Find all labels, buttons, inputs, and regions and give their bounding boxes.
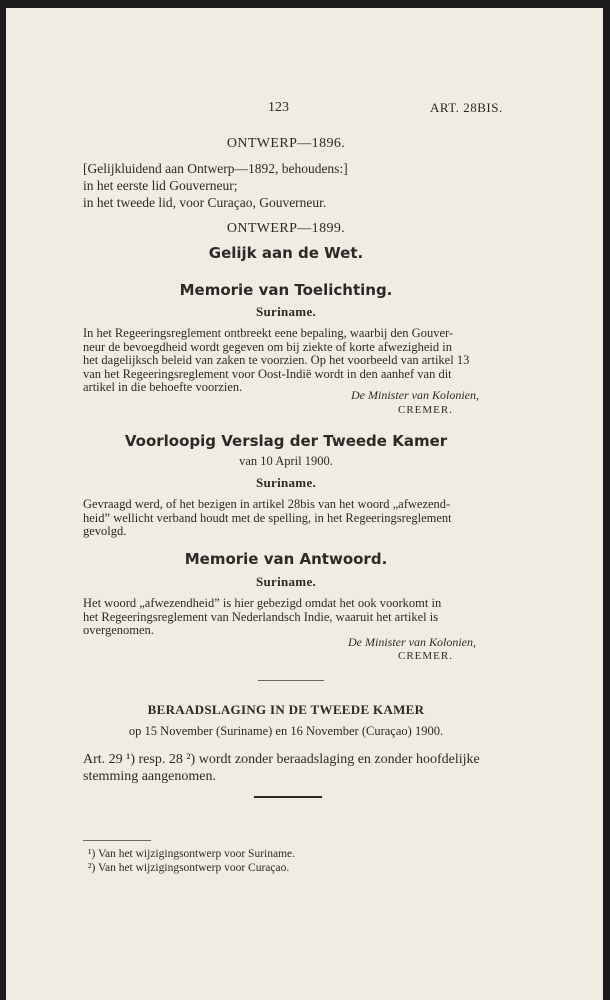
minister-signature: De Minister van Kolonien, — [351, 388, 479, 402]
memorie-toelichting-body — [83, 327, 469, 395]
page-number: 123 — [268, 100, 289, 115]
footnote-rule — [83, 840, 151, 841]
text-line: het dagelijksch beleid van zaken te voorzien. Op het voorbeeld van artikel 13 — [83, 353, 470, 367]
text-line: [Gelijkluidend aan Ontwerp—1892, behoudens:] — [83, 161, 348, 176]
article-reference: ART. 28BIS. — [430, 100, 503, 115]
text-line: Gevraagd werd, of het bezigen in artikel 28bis van het woord „afwezend- — [83, 497, 451, 511]
ontwerp-1896-heading: ONTWERP—1896. — [226, 136, 346, 151]
text-line: neur de bevoegdheid wordt gegeven om bij ziekte of korte afwezigheid in — [83, 339, 452, 354]
memorie-antwoord-heading: Memorie van Antwoord. — [184, 550, 388, 568]
memorie-toelichting-heading: Memorie van Toelichting. — [179, 281, 393, 299]
text-line: Art. 29 ¹) resp. 28 ²) wordt zonder beraadslaging en zonder hoofdelijke — [83, 752, 480, 767]
text-line: in het eerste lid Gouverneur; — [83, 178, 238, 193]
memorie-antwoord-subtitle: Suriname. — [255, 574, 317, 589]
memorie-toelichting-subtitle: Suriname. — [255, 304, 317, 319]
minister-name: CREMER. — [398, 404, 453, 416]
text-line: het Regeeringsreglement van Nederlandsch Indie, waaruit het artikel is — [83, 609, 439, 624]
beraadslaging-date: op 15 November (Suriname) en 16 November (Curaçao) 1900. — [128, 724, 444, 738]
text-line: van het Regeeringsreglement voor Oost-Indië wordt in den aanhef van dit — [83, 366, 452, 381]
section-divider — [258, 680, 324, 681]
footnotes — [88, 847, 295, 875]
memorie-antwoord-body — [83, 597, 441, 638]
text-line: overgenomen. — [83, 623, 154, 637]
minister-name: CREMER. — [398, 650, 453, 662]
text-line: heid” wellicht verband houdt met de spelling, in het Regeeringsreglement — [83, 510, 452, 525]
ontwerp-1899-heading: ONTWERP—1899. — [226, 221, 346, 236]
ontwerp-1899-subtitle: Gelijk aan de Wet. — [208, 244, 364, 262]
text-line: gevolgd. — [83, 524, 127, 538]
voorloopig-verslag-date: van 10 April 1900. — [239, 454, 333, 468]
minister-signature: De Minister van Kolonien, — [348, 635, 476, 649]
voorloopig-verslag-body — [83, 498, 452, 539]
text-line: In het Regeeringsreglement ontbreekt eene bepaling, waarbij den Gouver- — [83, 326, 454, 340]
footnote-2: ²) Van het wijzigingsontwerp voor Curaçao. — [88, 862, 290, 874]
text-line: in het tweede lid, voor Curaçao, Gouverneur. — [83, 195, 327, 210]
voorloopig-verslag-subtitle: Suriname. — [255, 475, 317, 490]
beraadslaging-body — [83, 751, 480, 785]
voorloopig-verslag-heading: Voorloopig Verslag der Tweede Kamer — [124, 432, 448, 450]
text-line: artikel in die behoefte voorzien. — [83, 380, 243, 394]
end-rule — [254, 796, 322, 798]
document-page — [6, 8, 603, 1000]
beraadslaging-heading: BERAADSLAGING IN DE TWEEDE KAMER — [147, 702, 425, 717]
text-line: Het woord „afwezendheid” is hier gebezigd omdat het ook voorkomt in — [83, 596, 442, 610]
text-line: stemming aangenomen. — [83, 769, 216, 784]
ontwerp-1896-text — [83, 160, 348, 211]
footnote-1: ¹) Van het wijzigingsontwerp voor Suriname. — [88, 848, 296, 860]
